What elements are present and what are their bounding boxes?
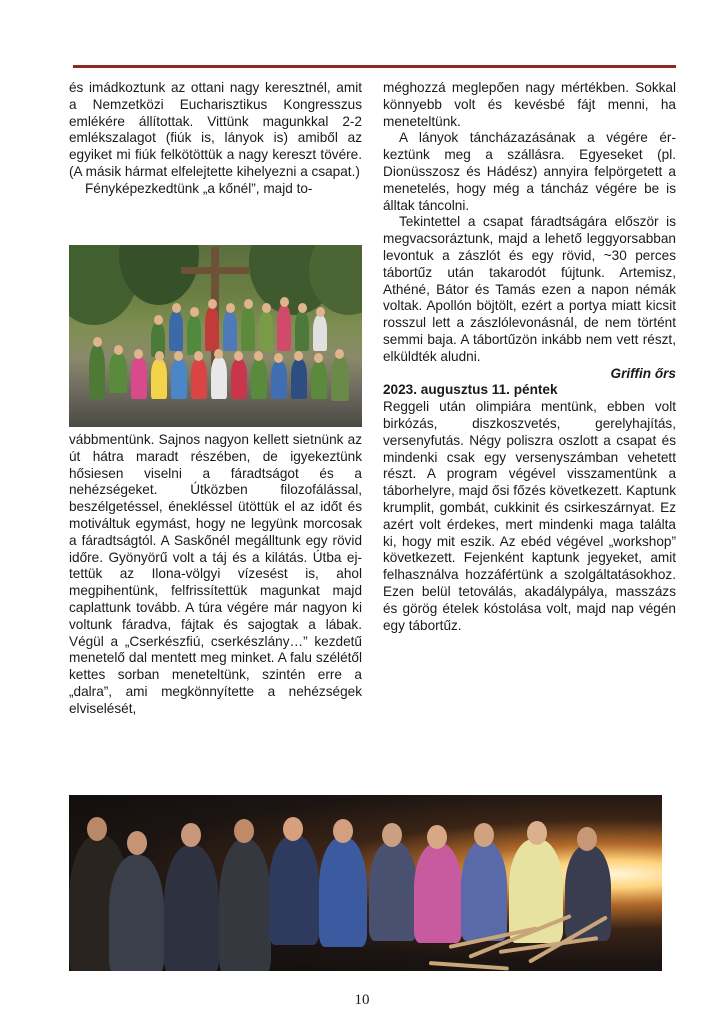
signature: Griffin őrs	[610, 365, 676, 381]
campfire-photo	[69, 795, 662, 971]
column-left-bottom	[69, 432, 362, 718]
paragraph: Reggeli után olimpiára mentünk, ebben volt birkózás, diszkoszvetés, gerelyhajítás, versenyfutás. Négy poliszra oszlott a csapat és mindenki csak egy versenyszámban vehetett részt. A program végével visszamentünk a táborhelyre, majd ősi főzés következett. Kaptunk krumplit, gombát, cukkinit és csirkeszárnyat. Ez azért volt érdekes, mert mindenki maga találta ki, hogy mit eszik. Az ebéd végével „workshop” következett. Fejenként kaptunk jegyeket, amit felhasználva hozzáfértünk a szolgáltatásokhoz. Ezen belül tetoválás, akadálypálya, masszázs és görög ételek kóstolása volt, majd nap végén egy tábortűz.	[383, 399, 676, 633]
paragraph: vábbmentünk. Sajnos nagyon kellett sietnünk az út hátra maradt részében, de igyekeztünk hősiesen viselni a fáradtságot és a nehézségeket. Útközben filozofálással, beszélgetéssel, énekléssel ütöttük el az időt és motiváltuk egymást, hogy ne legyünk morcosak a fáradtságtól. A Saskőnél megálltunk egy rövid időre. Gyönyörű volt a táj és a kilátás. Útba ejtettük az Ilona-völgyi vízesést is, ahol megpihentünk, felfrissítettük magunkat majd caplattunk tovább. A túra végére már nagyon ki voltunk fáradva, fájtak és sajogtak a lábak. Végül a „Cserkészfiú, cserkészlány…” kezdetű menetelő dal mentett meg minket. A falu szélétől kettes sorban meneteltünk, szintén erre a „dalra”, ami megkönnyítette a nehézségek elviselését,	[69, 432, 362, 716]
paragraph: méghozzá meglepően nagy mértékben. Sokkal könnyebb volt és kevésbé fájt menni, ha meneteltünk.	[383, 80, 676, 129]
page-number: 10	[354, 992, 370, 1008]
column-left-top	[69, 80, 362, 198]
paragraph: Tekintettel a csapat fáradtságára először is megvacsoráztunk, majd a lehető leggyorsabban levontuk a zászlót és egy rövid, ~30 perces tábortűz után takarodót fújtunk. Artemisz, Athéné, Bátor és Tamás ezen a napon némák voltak. Apollón böjtölt, ezért a portya miatt kicsit rosszul lett a zászlólevonásnál, de nem történt semmi baja. A tábortűzön inkább nem vett részt, elküldték aludni.	[383, 214, 676, 364]
date-heading: 2023. augusztus 11. péntek	[383, 382, 558, 398]
paragraph: A lányok táncházazásának a végére érkeztünk meg a szállásra. Egyeseket (pl. Dionüsszosz és Hádész) annyira felpörgetett a menetelés, hogy még a táncház végére be is álltak táncolni.	[383, 130, 676, 213]
group-photo	[69, 245, 362, 427]
column-right	[383, 80, 676, 634]
paragraph: Fényképezkedtünk „a kőnél”, majd to-	[85, 180, 313, 196]
paragraph: és imádkoztunk az ottani nagy keresztnél, amit a Nemzetközi Eucharisztikus Kongresszus emlékére állítottak. Vittünk magunkkal 2-2 emlékszalagot (fiúk is, lányok is) amiből az egyiket mi fiúk felkötöttük a nagy kereszt tövére. (A másik hármat elfelejtette kihelyezni a csapat.)	[69, 80, 362, 179]
header-rule	[73, 65, 676, 68]
